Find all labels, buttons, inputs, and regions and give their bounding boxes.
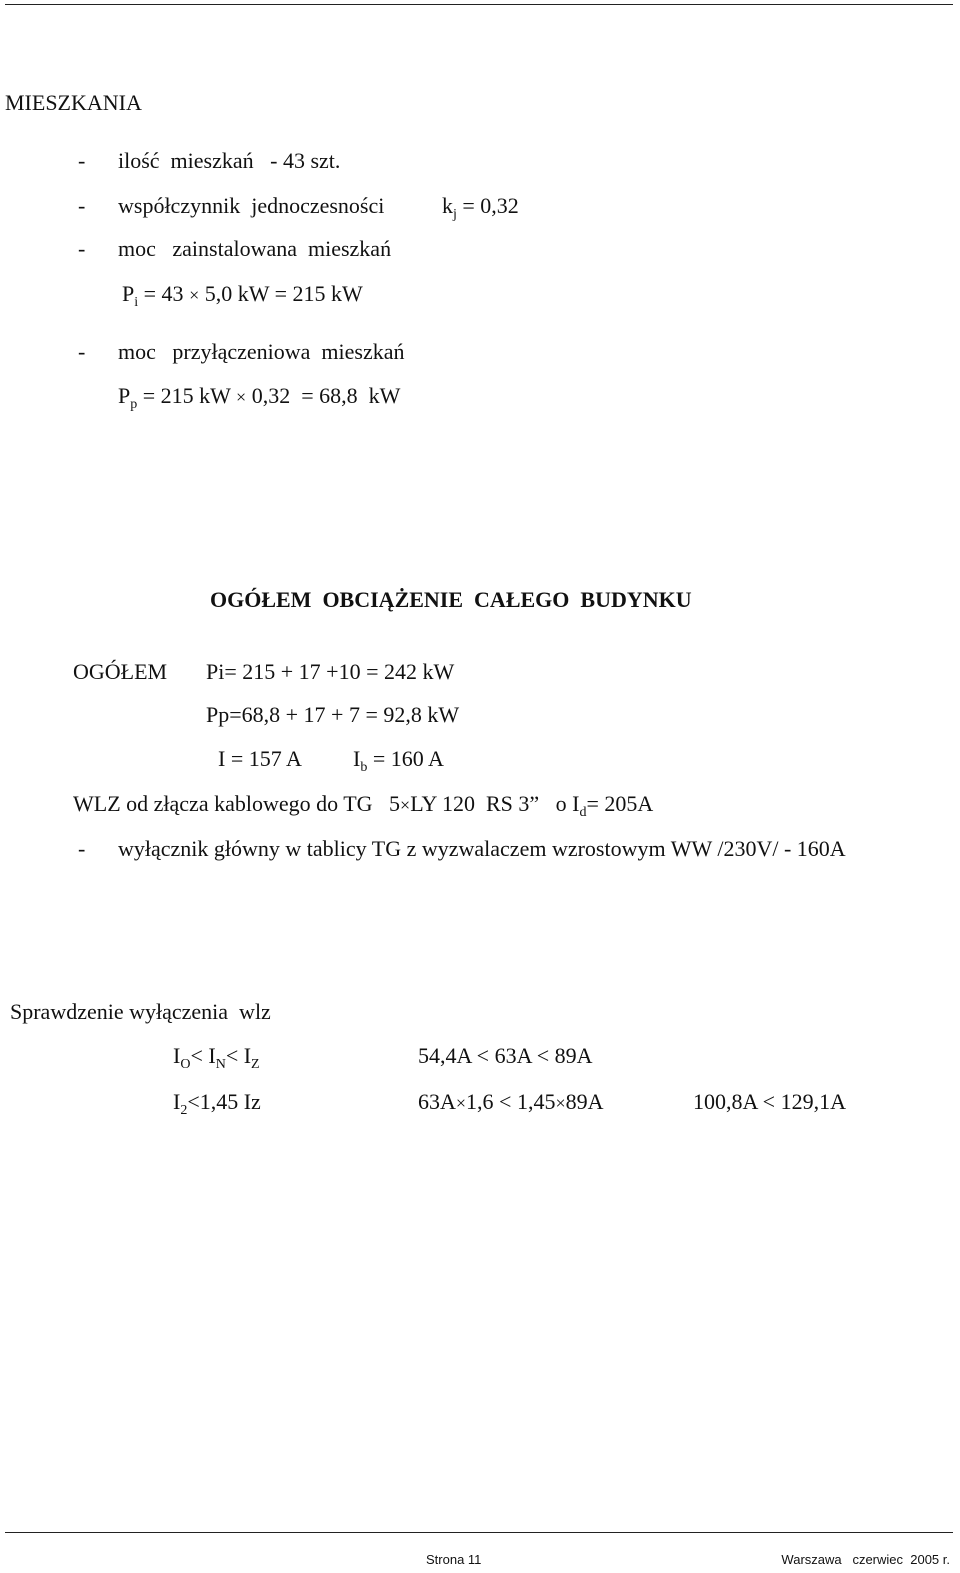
wylacznik-text: wyłącznik główny w tablicy TG z wyzwalaczem wzrostowym WW /230V/ - 160A [118, 836, 846, 861]
current-value: I = 157 A [218, 746, 302, 771]
val2-p1: 63A [418, 1089, 456, 1114]
condition-1 [173, 1043, 260, 1072]
pp-part1: = 215 kW [137, 383, 237, 408]
kj-symbol: k [442, 193, 453, 218]
kj-subscript: j [453, 207, 457, 222]
pi-part1: = 43 [138, 281, 190, 306]
bullet-dash: - [78, 339, 86, 364]
ib-symbol: I [353, 746, 361, 771]
page-number: Strona 11 [426, 1552, 482, 1567]
value-1: 54,4A < 63A < 89A [418, 1043, 593, 1068]
ogolem-label: OGÓŁEM [73, 659, 168, 684]
pi-total: Pi= 215 + 17 +10 = 242 kW [206, 659, 455, 684]
ib-formula [353, 746, 444, 775]
times-sign: × [455, 1093, 467, 1113]
cond1-p2: < I [190, 1043, 216, 1068]
ilosc-text: ilość mieszkań - 43 szt. [118, 148, 341, 173]
cond2-p1: I [173, 1089, 181, 1114]
footer-rule [5, 1532, 953, 1533]
section-heading-ogolem: OGÓŁEM OBCIĄŻENIE CAŁEGO BUDYNKU [210, 587, 692, 612]
section-title-mieszkania: MIESZKANIA [5, 90, 142, 115]
value-2 [418, 1091, 604, 1113]
moc-przylaczeniowa-text: moc przyłączeniowa mieszkań [118, 339, 405, 364]
cond1-s2: N [215, 1057, 226, 1072]
times-sign: × [400, 795, 411, 815]
pi-symbol: P [122, 281, 135, 306]
cond1-s3: Z [251, 1057, 260, 1072]
wlz-text-2: LY 120 RS 3” o I [410, 791, 580, 816]
pi-subscript: i [134, 295, 139, 310]
condition-2 [173, 1089, 261, 1118]
kj-value: = 0,32 [456, 193, 519, 218]
pp-part2: 0,32 = 68,8 kW [246, 383, 401, 408]
pp-subscript: p [130, 397, 138, 412]
pp-formula [118, 383, 401, 412]
wlz-line [73, 791, 654, 820]
wlz-text-3: = 205A [586, 791, 654, 816]
times-sign: × [236, 387, 247, 407]
id-subscript: d [579, 805, 587, 820]
times-sign: × [189, 285, 200, 305]
cond1-s1: O [180, 1057, 191, 1072]
pi-part2: 5,0 kW = 215 kW [199, 281, 363, 306]
cond1-p3: < I [225, 1043, 252, 1068]
cond2-s1: 2 [180, 1103, 188, 1118]
kj-formula [442, 193, 519, 222]
cond1-p1: I [173, 1043, 181, 1068]
ib-value: = 160 A [367, 746, 444, 771]
pi-formula [122, 281, 363, 310]
bullet-dash: - [78, 193, 86, 218]
wspolczynnik-text: współczynnik jednoczesności [118, 193, 385, 218]
cond2-p2: <1,45 Iz [187, 1089, 261, 1114]
place-date: Warszawa czerwiec 2005 r. [781, 1552, 950, 1567]
bullet-dash: - [78, 236, 86, 261]
ib-subscript: b [360, 760, 368, 775]
pp-total: Pp=68,8 + 17 + 7 = 92,8 kW [206, 702, 460, 727]
pp-symbol: P [118, 383, 131, 408]
times-sign: × [555, 1093, 566, 1113]
section-title-sprawdzenie: Sprawdzenie wyłączenia wlz [10, 999, 271, 1024]
val2-p2: 1,6 < 1,45 [466, 1089, 556, 1114]
wlz-text-1: WLZ od złącza kablowego do TG 5 [73, 791, 401, 816]
moc-zainstalowana-text: moc zainstalowana mieszkań [118, 236, 392, 261]
val2-p3: 89A [565, 1089, 604, 1114]
bullet-dash: - [78, 148, 86, 173]
top-rule [5, 4, 953, 5]
result-2: 100,8A < 129,1A [693, 1089, 846, 1114]
bullet-dash: - [78, 836, 86, 861]
